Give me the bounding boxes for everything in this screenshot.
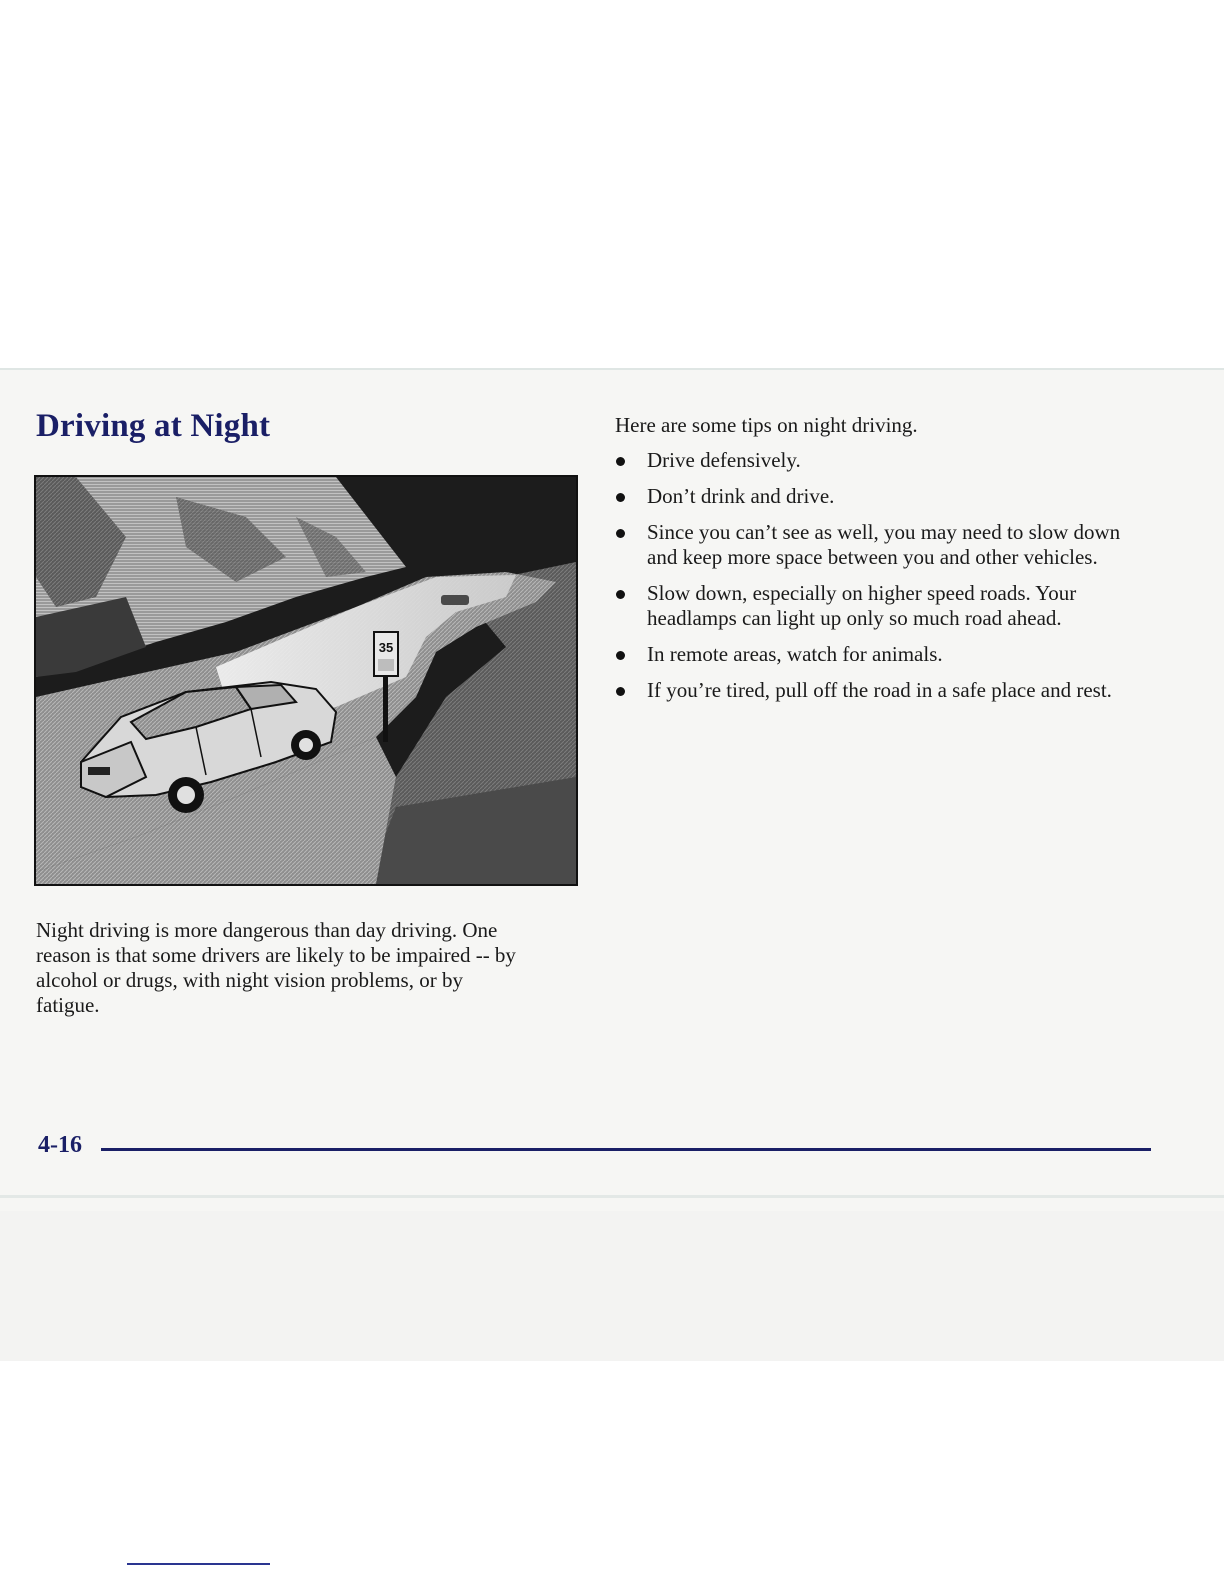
list-item (615, 520, 1135, 570)
bottom-link-underline (127, 1563, 270, 1565)
tip-text: Don’t drink and drive. (647, 484, 835, 508)
lower-band (0, 1211, 1224, 1361)
bullet-icon (616, 651, 625, 660)
bullet-icon (616, 457, 625, 466)
night-driving-paragraph: Night driving is more dangerous than day driving. One reason is that some drivers are likely to be impaired -- by alcohol or drugs, with night vision problems, or by fatigue. (36, 918, 516, 1017)
tip-text: Drive defensively. (647, 448, 801, 472)
tips-list (615, 448, 1135, 703)
footer-rule (101, 1148, 1151, 1151)
list-item (615, 581, 1135, 631)
tips-intro: Here are some tips on night driving. (615, 413, 918, 437)
page-number: 4-16 (38, 1132, 82, 1158)
list-item (615, 484, 1135, 509)
night-driving-illustration (34, 475, 578, 886)
speed-sign-number: 35 (378, 640, 394, 655)
tip-text: Since you can’t see as well, you may need to slow down and keep more space between you and other vehicles. (647, 520, 1121, 569)
bullet-icon (616, 529, 625, 538)
list-item (615, 642, 1135, 667)
tip-text: If you’re tired, pull off the road in a safe place and rest. (647, 678, 1112, 702)
tip-text: In remote areas, watch for animals. (647, 642, 943, 666)
bullet-icon (616, 590, 625, 599)
list-item (615, 448, 1135, 473)
band-bottom-rule (0, 1195, 1224, 1198)
bullet-icon (616, 493, 625, 502)
tips-column (615, 413, 1135, 714)
list-item (615, 678, 1135, 703)
tip-text: Slow down, especially on higher speed roads. Your headlamps can light up only so much road ahead. (647, 581, 1077, 630)
bullet-icon (616, 687, 625, 696)
section-title: Driving at Night (36, 408, 271, 444)
